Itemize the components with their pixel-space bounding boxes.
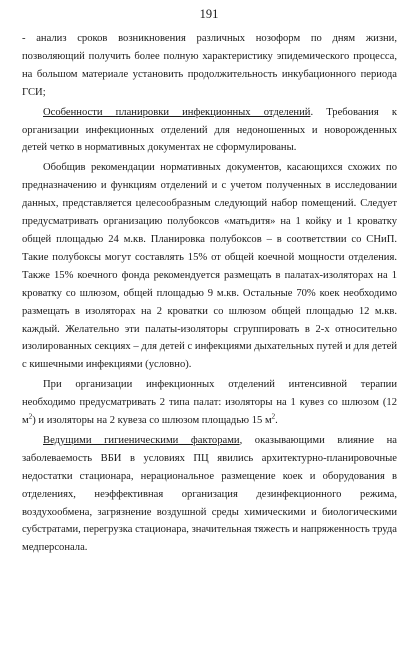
paragraph-analysis: - анализ сроков возникновения различных нозоформ по дням жизни, позволяющий получить более полную характеристику эпидемического процесса, на большом материале установить продолжительность инкубационного периода ГСИ; xyxy=(22,33,397,98)
paragraph-recommendations: Обобщив рекомендации нормативных документов, касающихся схожих по предназначению и функциям отделений и с учетом полученных в исследовании данных, представляется целесообразным следующий набор помещений. Следует предусматривать организацию полубоксов «матьдитя» на 1 койку и 1 кроватку общей площадью 24 м.кв. Планировка полубоксов – в соответствии со СНиП. Такие полубоксы могут составлять 15% от общей коечной мощности отделения. Также 15% коечного фонда рекомендуется размещать в палатах-изоляторах на 1 кроватку со шлюзом, общей площадью 9 м.кв. Остальные 70% коек необходимо размещать в изоляторах на 2 кроватки со шлюзом общей площадью 12 м.кв. каждый. Желательно эти палаты-изоляторы сгруппировать в 2-х относительно изолированных секциях – для детей с инфекциями дыхательных путей и для детей с кишечными инфекциями (условно). xyxy=(22,162,397,371)
hygiene-heading: Ведущими гигиеническими факторами xyxy=(43,434,240,446)
intensive-care-text-2: ) и изоляторы на 2 кувеза со шлюзом площадью 15 м xyxy=(32,415,272,427)
intensive-care-text-3: . xyxy=(275,415,278,427)
intensive-care-text-1: При организации инфекционных отделений интенсивной терапии необходимо предусматривать 2 типа палат: изоляторы на 1 кувез со шлюзом (12 м xyxy=(22,379,397,427)
paragraph-intensive-care xyxy=(22,376,397,430)
paragraph-hygiene-factors xyxy=(22,432,397,557)
superscript-2: 2 xyxy=(271,412,276,421)
planning-heading: Особенности планировки инфекционных отделений xyxy=(43,106,311,118)
superscript-1: 2 xyxy=(28,412,33,421)
paragraph-planning xyxy=(22,104,397,158)
body-text xyxy=(22,30,397,559)
page-number: 191 xyxy=(199,7,219,21)
hygiene-text: , оказывающими влияние на заболеваемость ВБИ в условиях ПЦ явились архитектурно-планировочные недостатки стационара, нерациональное размещение коек и оборудования в отделениях, неэффективная организация дезинфекционного режима, воздухообмена, загрязнение воздушной среды химическими и биологическими субстратами, перегрузка стационара, значительная тяжесть и напряженность труда медперсонала. xyxy=(22,434,397,554)
planning-text: . Требования к организации инфекционных отделений для недоношенных и новорожденных детей четко в нормативных документах не сформулированы. xyxy=(22,106,397,154)
